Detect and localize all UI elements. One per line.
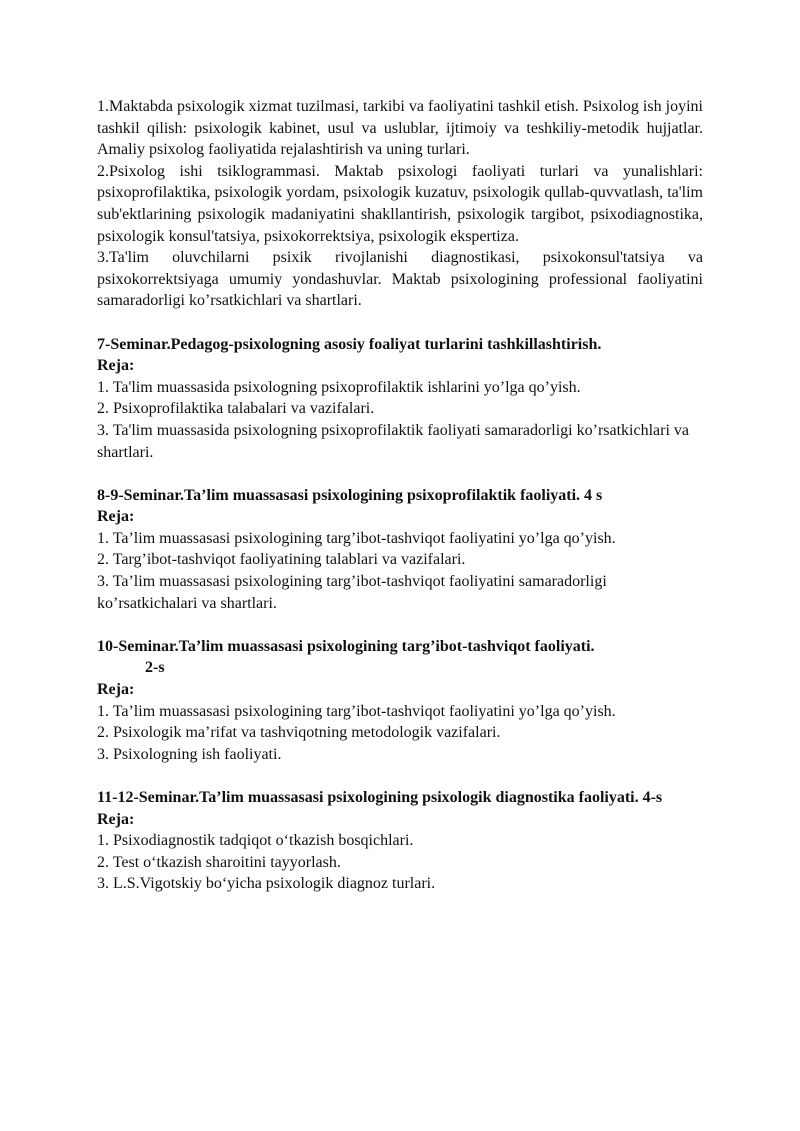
section-heading-continuation <box>97 657 703 679</box>
list-item: 1. Ta'lim muassasida psixologning psixoprofilaktik ishlarini yo’lga qo’yish. <box>97 378 581 396</box>
list-item: 1. Ta’lim muassasasi psixologining targ’ibot-tashviqot faoliyatini yo’lga qo’yish. <box>97 702 616 720</box>
seminar-section-8-9 <box>97 485 703 615</box>
seminar-section-10 <box>97 636 703 766</box>
list-item: 1. Ta’lim muassasasi psixologining targ’ibot-tashviqot faoliyatini yo’lga qo’yish. <box>97 529 616 547</box>
reja-label: Reja: <box>97 357 135 375</box>
list-item: 3. Psixologning ish faoliyati. <box>97 745 282 763</box>
reja-label: Reja: <box>97 508 135 526</box>
seminar-section-11-12 <box>97 787 703 895</box>
section-heading: 11-12-Seminar.Ta’lim muassasasi psixologining psixologik diagnostika faoliyati. 4-s <box>97 789 663 806</box>
section-heading: 8-9-Seminar.Ta’lim muassasasi psixologining psixoprofilaktik faoliyati. 4 s <box>97 486 603 504</box>
section-heading: 10-Seminar.Ta’lim muassasasi psixologining targ’ibot-tashviqot faoliyati. <box>97 637 595 655</box>
heading-suffix: 2-s <box>145 659 165 677</box>
intro-paragraph-3: 3.Ta'lim oluvchilarni psixik rivojlanishi diagnostikasi, psixokonsul'tatsiya va psixokorrektsiyaga umumiy yondashuvlar. Maktab psixologining professional faoliyatini samaradorligi ko’rsatkichlari va shartlari. <box>97 249 703 310</box>
reja-label: Reja: <box>97 681 135 699</box>
reja-label: Reja: <box>97 810 135 828</box>
intro-paragraph-1: 1.Maktabda psixologik xizmat tuzilmasi, tarkibi va faoliyatini tashkil etish. Psixolog ish joyini tashkil qilish: psixologik kabinet, usul va uslublar, ijtimoiy va teshkiliy-metodik hujjatlar. Amaliy psixolog faoliyatida rejalashtirish va uning turlari. <box>97 98 703 159</box>
list-item: 2. Test o‘tkazish sharoitini tayyorlash. <box>97 853 341 871</box>
intro-block <box>97 96 703 312</box>
list-item: 3. L.S.Vigotskiy bo‘yicha psixologik diagnoz turlari. <box>97 875 436 893</box>
list-item: 3. Ta'lim muassasida psixologning psixoprofilaktik faoliyati samaradorligi ko’rsatkichlari va shartlari. <box>97 421 690 461</box>
list-item: 3. Ta’lim muassasasi psixologining targ’ibot-tashviqot faoliyatini samaradorligi ko’rsatkichalari va shartlari. <box>97 573 607 612</box>
document-page <box>97 96 703 895</box>
list-item: 1. Psixodiagnostik tadqiqot o‘tkazish bosqichlari. <box>97 832 414 850</box>
intro-paragraph-2: 2.Psixolog ishi tsiklogrammasi. Maktab psixologi faoliyati turlari va yunalishlari: psixoprofilaktika, psixologik yordam, psixologik kuzatuv, psixologik qullab-quvvatlash, ta'lim sub'ektlarining psixologik madaniyatini shakllantirish, psixologik targibot, psixodiagnostika, psixologik konsul'tatsiya, psixokorrektsiya, psixologik ekspertiza. <box>97 162 703 245</box>
seminar-section-7 <box>97 334 703 464</box>
section-heading: 7-Seminar.Pedagog-psixologning asosiy foaliyat turlarini tashkillashtirish. <box>97 335 602 353</box>
list-item: 2. Psixoprofilaktika talabalari va vazifalari. <box>97 400 375 418</box>
list-item: 2. Targ’ibot-tashviqot faoliyatining talablari va vazifalari. <box>97 551 466 569</box>
list-item: 2. Psixologik ma’rifat va tashviqotning metodologik vazifalari. <box>97 724 501 742</box>
